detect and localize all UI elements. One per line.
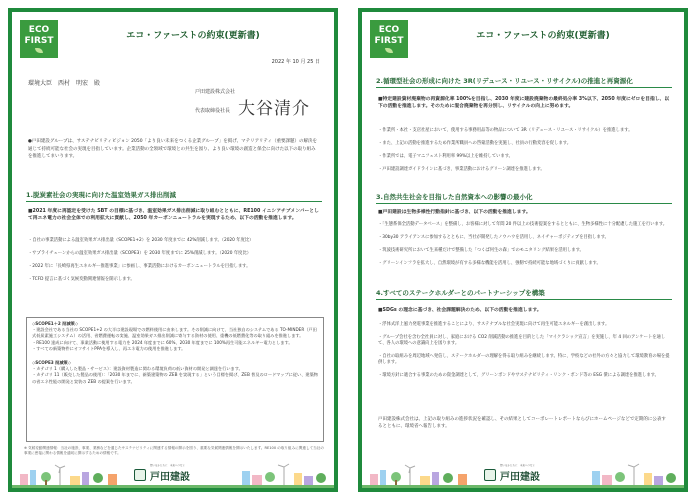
signature: 大谷清介	[238, 99, 310, 119]
list-item: ・環境方針に適合する事業のための資金調達として、グリーンボンドやサステナビリティ・リンク・ボンド等の ESG 債による調達を推進します。	[378, 373, 659, 378]
list-item: ・自社の事業活動による温室効果ガス排出量（SCOPE1+2）を 2030 年度までに 42%削減します。（2020 年度比）	[28, 238, 254, 243]
list-item: ・「生態系保全活動データベース」を整備し、お客様に対して年間 20 件以上の技術提案をするとともに、生物多様性に十分配慮した施工を行います。	[378, 222, 668, 227]
document-page-2	[358, 8, 688, 492]
logo-line-1: ECO	[378, 25, 400, 35]
section-4-title: 4.すべてのステークホルダーとのパートナーシップを構築	[376, 288, 672, 300]
brand-name: 戸田建設	[150, 472, 190, 483]
list-item: ・戸田建設調達ガイドラインに基づき、事業活動におけるグリーン調達を推進します。	[378, 167, 545, 172]
company-name: 戸田建設株式会社	[195, 89, 236, 95]
addressee: 環境大臣 西村 明宏 殿	[28, 80, 101, 87]
brand-tagline: 想いをかたちに 未来へつなぐ	[500, 464, 536, 467]
leaf-icon	[35, 48, 43, 53]
representative-title: 代表取締役社長	[195, 108, 231, 114]
logo-line-1: ECO	[28, 25, 50, 35]
scope12-heading: ◇SCOPE1＋2 削減策◇	[32, 321, 79, 326]
list-item: ・建設会社である当社の SCOPE1+2 の大半は建設現場での燃料使用に由来します。その削減に向けて、当社独自のシステムである TO-MINDER（戸田式低炭素施工システム）の活用、省燃費運転の実施、温室効果ガス排出削減に寄与する資材の使用、重機の低燃費化等の取り組みを推進します。	[32, 327, 317, 339]
brand-tagline: 想いをかたちに 未来へつなぐ	[150, 464, 186, 467]
eco-first-logo	[370, 20, 408, 58]
page-title: エコ・ファーストの約束(更新書)	[476, 31, 610, 41]
brand-name: 戸田建設	[500, 472, 540, 483]
intro-paragraph: ●戸田建設グループは、サステナビリティビジョン 2050「より良い未来をつくる企業グループ」を掲げ、マテリアリティ（重要課題）の解決を通じて持続可能な社会の実現を目指しています。企業活動の全領域で環境との共生を図り、より良い環境の創造と保全に向けた以下の取り組みを推進してまいります。	[28, 139, 317, 159]
scope3-heading: ◇SCOPE3 削減策◇	[32, 360, 71, 366]
footer-illustration	[12, 462, 334, 488]
section-1-list	[28, 238, 320, 290]
logo-line-2: FIRST	[24, 36, 54, 46]
section-1-title: 1.脱炭素社会の実現に向けた温室効果ガス排出削減	[26, 190, 322, 202]
section-1-lead: ■2021 年度に再認定を受けた SBT の目標に基づき、温室効果ガス排出削減に取り組むとともに、RE100 イニシアチブメンバーとして再エネ電力の社会全体での利用拡大に貢献し、2050 年カーボンニュートラルを実現するため、以下の活動を推進します。	[28, 209, 319, 221]
list-item: ・グループ会社を含む全社員に対し、家庭における CO2 削減活動の推進を目的とした「マイクラシック宣言」を実施し、年 4 回のアンケートを通して、各人の環境への意識向上を図ります。	[378, 335, 666, 346]
section-2-title: 2.循環型社会の形成に向けた 3R(リデュース・リユース・リサイクル)の推進と再資源化	[376, 76, 672, 88]
closing-paragraph: 戸田建設株式会社は、上記の取り組みの進捗状況を確認し、その結果としてコーポレートレポートならびにホームページなどで定期的に公表するとともに、環境省へ報告します。	[378, 417, 666, 429]
logo-line-2: FIRST	[374, 36, 404, 46]
list-item: ・グリーンインフラを拡大し、自然環境が有する多様な機能を活用し、強靭で持続可能な地域づくりに貢献します。	[378, 261, 601, 266]
section-4-list	[378, 322, 670, 386]
list-item: ・筑波技術研究所において生来種だけで整備した「つくば何生の森」でのモニタリング結果を活用します。	[378, 248, 584, 253]
list-item: ・すべての新築物件にオフサイトPPAを導入し、再エネ電力の使用を推進します。	[32, 345, 186, 351]
page-title: エコ・ファーストの約束(更新書)	[126, 31, 260, 41]
list-item: ・RE100 達成に向けて、事業活動に使用する電力を 2024 年度までに 60%、2030 年度までに 100%再生可能エネルギー電力とします。	[32, 339, 293, 345]
list-item: ・作業所・本社・支店社屋において、使用する事務用品等の物品について 3R（リデュース・リユース・リサイクル）を推進します。	[378, 128, 633, 133]
list-item: ・30by30 アライアンスに参加するとともに、当社が開発したノウハウを活用し、ネイチャーポジティブを目指します。	[378, 235, 609, 240]
list-item: ・2022 年に「長崎県再生エネルギー推進事業」に参画し、事業活動におけるカーボンニュートラルを目指します。	[28, 264, 251, 269]
list-item: ・カテゴリ 1（購入した製品・サービス）：建設資材製造に関わる環境負荷の低い資材の開発と調達を行います。	[32, 366, 243, 372]
section-3-lead: ■戸田建設は生物多様性行動指針に基づき、以下の活動を推進します。	[378, 210, 531, 215]
list-item: ・TCFD 提言に基づく気候変動関連情報を開示します。	[28, 277, 135, 282]
leaf-icon	[385, 48, 393, 53]
list-item: ・浮体式洋上風力発電事業を推進することにより、サステナブルな社会実現に向けて再生可能エネルギーを創出します。	[378, 322, 610, 327]
list-item: ・カテゴリ 11（販売した製品の使用）：「2030 年までに、新築建築物の ZEB を実現する」という目標を掲げ、ZEB 普及のロードマップに従い、建築物の省エネ性能の開発と実装の ZEB の提案を行います。	[32, 372, 318, 384]
list-item: ・サプライチェーンからの温室効果ガス排出量（SCOPE3）を 2030 年度までに 25%削減します。（2020 年度比）	[28, 251, 252, 256]
eco-first-logo	[20, 20, 58, 58]
list-item: ・作業所では、電子マニフェスト利用率 99%以上を維持しています。	[378, 154, 513, 159]
toda-logo-icon	[134, 469, 146, 481]
section-4-lead: ■SDGs の理念に基づき、社会課題解決のため、以下の活動を推進します。	[378, 308, 542, 313]
document-page-1	[8, 8, 338, 492]
scope-measures-box	[26, 317, 324, 442]
section-3-title: 3.自然共生社会を目指した自然資本への影響の最小化	[376, 192, 672, 204]
list-item: ・また、上記の活動を推進するため作業所職員への啓蒙活動を実施し、社員の行動変容を促します。	[378, 141, 572, 146]
footnote: ※ 気候変動関連情報：当社の施設、事業、業務などを通じたサステナビリティに関連する情報の開示を図り、重要な気候関連情報を開示いたします。RE100 の取り組みに関連して当社の事業に密接に関わる情報を適切に開示するための情報です。	[24, 446, 324, 455]
section-2-list	[378, 128, 670, 180]
toda-logo-icon	[484, 469, 496, 481]
footer-illustration	[362, 462, 684, 488]
section-3-list	[378, 222, 670, 274]
section-2-lead: ■特定建設資材廃棄物の再資源化率 100%を目指し、2030 年度に建設廃棄物の最終処分率 3%以下、2050 年度にゼロを目指し、以下の活動を推進します。そのために混合廃棄物を再分別し、リサイクルの向上に努めます。	[378, 97, 670, 109]
document-date: 2022 年 10 月 25 日	[271, 59, 320, 65]
list-item: ・自社の取組みを周辺地域へ発信し、ステークホルダーの理解を得る取り組みを継続します。特に、学校などの社外の方々と協力して環境教育の場を提供します。	[378, 354, 670, 365]
